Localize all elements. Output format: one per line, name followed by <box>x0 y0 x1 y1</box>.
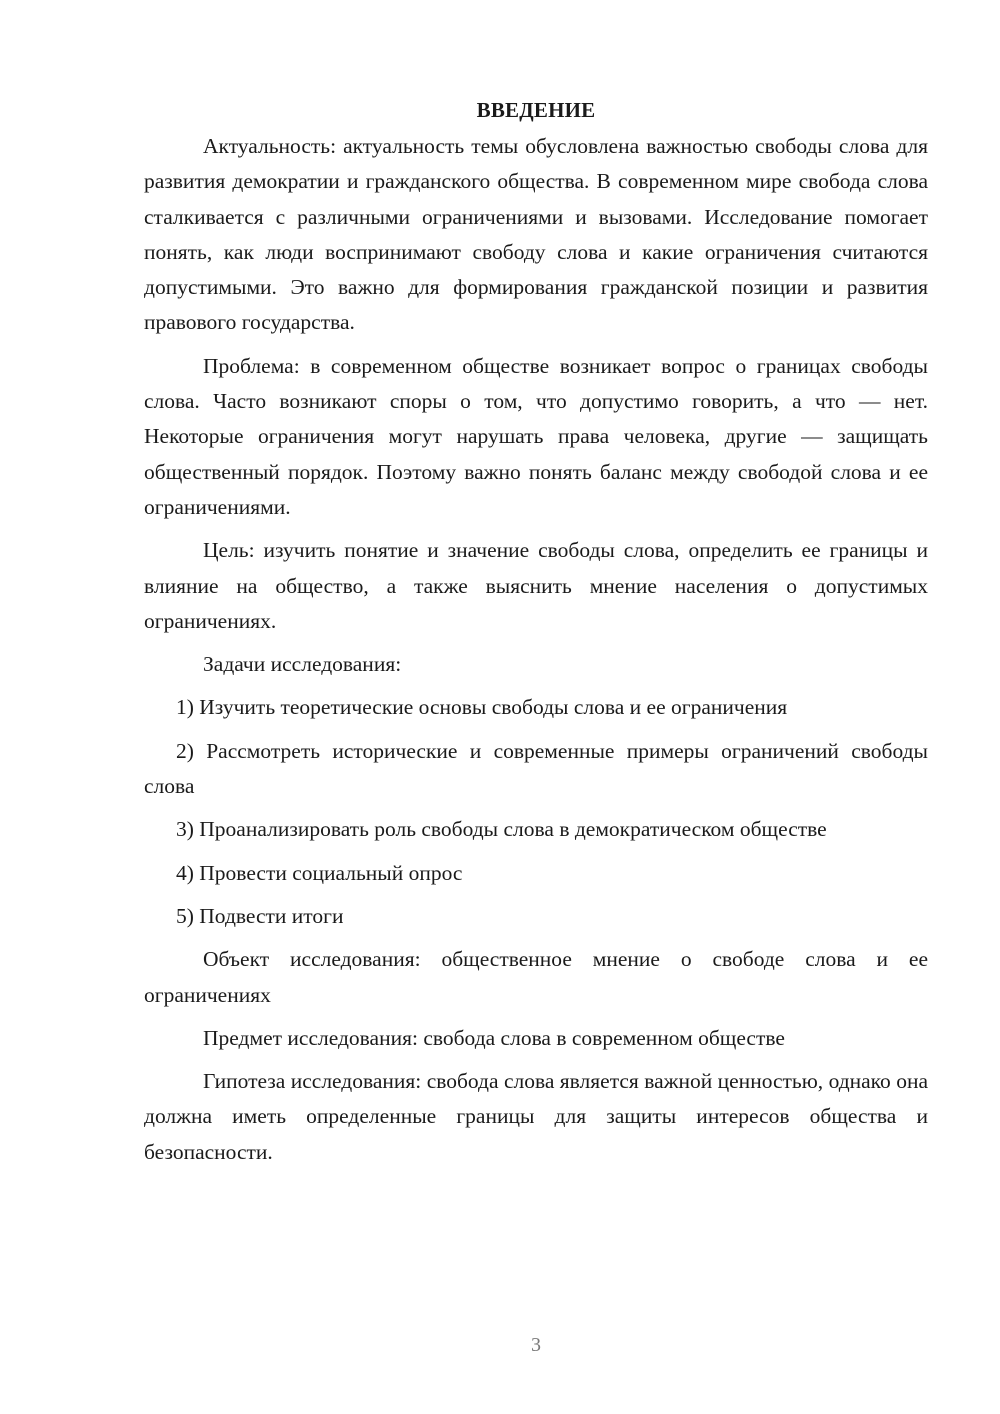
paragraph-object: Объект исследования: общественное мнение о свободе слова и ее ограничениях <box>144 947 928 1007</box>
page-number: 3 <box>531 1334 541 1356</box>
page-content <box>144 95 928 1178</box>
page-title: ВВЕДЕНИЕ <box>476 98 596 122</box>
task-item-5: 5) Подвести итоги <box>176 903 344 928</box>
task-item-1: 1) Изучить теоретические основы свободы слова и ее ограничения <box>176 695 788 720</box>
paragraph-subject: Предмет исследования: свобода слова в современном обществе <box>203 1025 785 1050</box>
paragraph-problem: Проблема: в современном обществе возникает вопрос о границах свободы слова. Часто возникают споры о том, что допустимо говорить, а что — нет. Некоторые ограничения могут нарушать права человека, другие — защищать общественный порядок. Поэтому важно понять баланс между свободой слова и ее ограничениями. <box>144 353 928 519</box>
paragraph-tasks-heading: Задачи исследования: <box>203 652 402 677</box>
paragraph-goal: Цель: изучить понятие и значение свободы слова, определить ее границы и влияние на общество, а также выяснить мнение населения о допустимых ограничениях. <box>144 538 928 633</box>
task-item-3: 3) Проанализировать роль свободы слова в демократическом обществе <box>176 817 827 842</box>
paragraph-hypothesis: Гипотеза исследования: свобода слова является важной ценностью, однако она должна иметь определенные границы для защиты интересов общества и безопасности. <box>144 1069 928 1164</box>
paragraph-relevance: Актуальность: актуальность темы обусловлена важностью свободы слова для развития демократии и гражданского общества. В современном мире свобода слова сталкивается с различными ограничениями и вызовами. Исследование помогает понять, как люди воспринимают свободу слова и какие ограничения считаются допустимыми. Это важно для формирования гражданской позиции и развития правового государства. <box>144 134 928 335</box>
task-item-2: 2) Рассмотреть исторические и современные примеры ограничений свободы слова <box>144 738 928 799</box>
task-item-4: 4) Провести социальный опрос <box>176 860 463 885</box>
